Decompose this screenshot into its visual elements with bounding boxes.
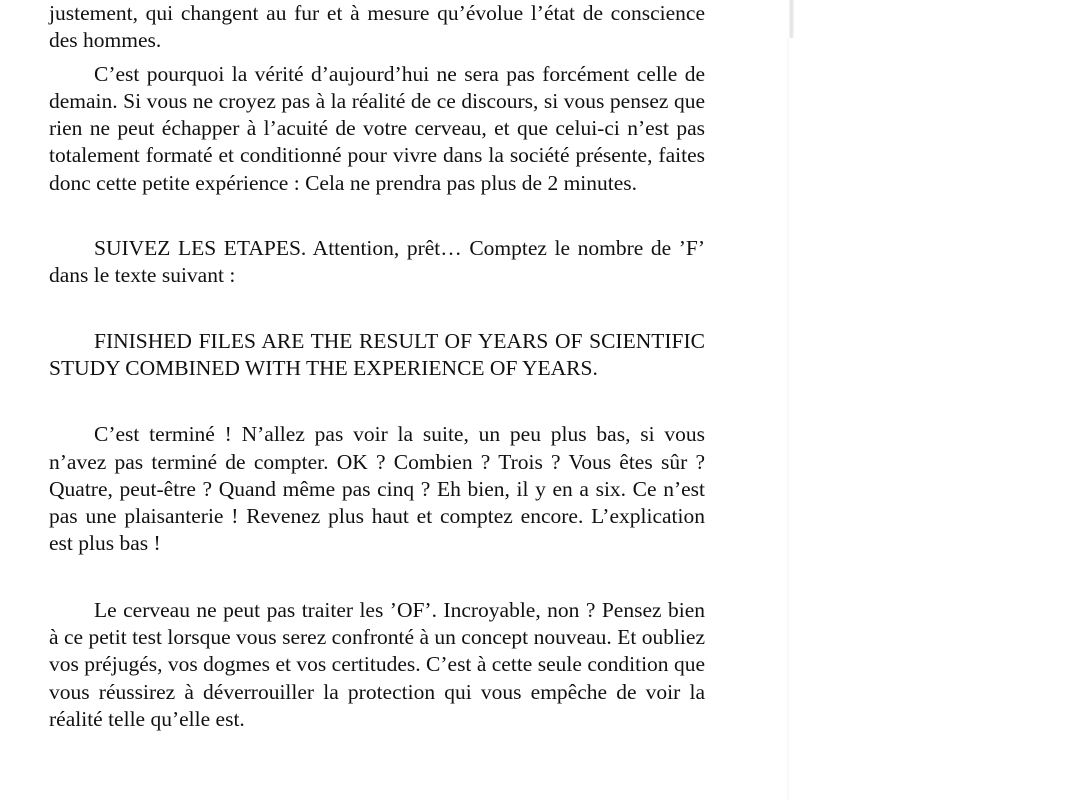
paragraph-result: C’est terminé ! N’allez pas voir la suite, un peu plus bas, si vous n’avez pas terminé de compter. OK ? Combien ? Trois ? Vous êtes sûr ? Quatre, peut-être ? Quand même pas cinq ? Eh bien, il y en a six. Ce n’est pas une plaisanterie ! Revenez plus haut et comptez encore. L’explication est plus bas ! [49, 422, 705, 556]
paragraph-truth: C’est pourquoi la vérité d’aujourd’hui ne sera pas forcément celle de demain. Si vous ne croyez pas à la réalité de ce discours, si vous pensez que rien ne peut échapper à l’acuité de votre cerveau, et que celui-ci n’est pas totalement formaté et conditionné pour vivre dans la société présente, faites donc cette petite expérience : Cela ne prendra pas plus de 2 minutes. [49, 61, 705, 195]
paragraph-instructions: SUIVEZ LES ETAPES. Attention, prêt… Comptez le nombre de ’F’ dans le texte suivant : [49, 236, 705, 288]
page-edge-shadow [789, 0, 794, 38]
document-page [49, 0, 705, 733]
paragraph-intro-continuation: justement, qui changent au fur et à mesure qu’évolue l’état de conscience des hommes. [49, 1, 705, 53]
page-edge-faint [786, 38, 790, 800]
paragraph-explanation: Le cerveau ne peut pas traiter les ’OF’. Incroyable, non ? Pensez bien à ce petit test lorsque vous serez confronté à un concept nouveau. Et oubliez vos préjugés, vos dogmes et vos certitudes. C’est à cette seule condition que vous réussirez à déverrouiller la protection qui vous empêche de voir la réalité telle qu’elle est. [49, 597, 705, 731]
paragraph-test-sentence: FINISHED FILES ARE THE RESULT OF YEARS OF SCIENTIFIC STUDY COMBINED WITH THE EXPERIENCE OF YEARS. [49, 328, 705, 380]
